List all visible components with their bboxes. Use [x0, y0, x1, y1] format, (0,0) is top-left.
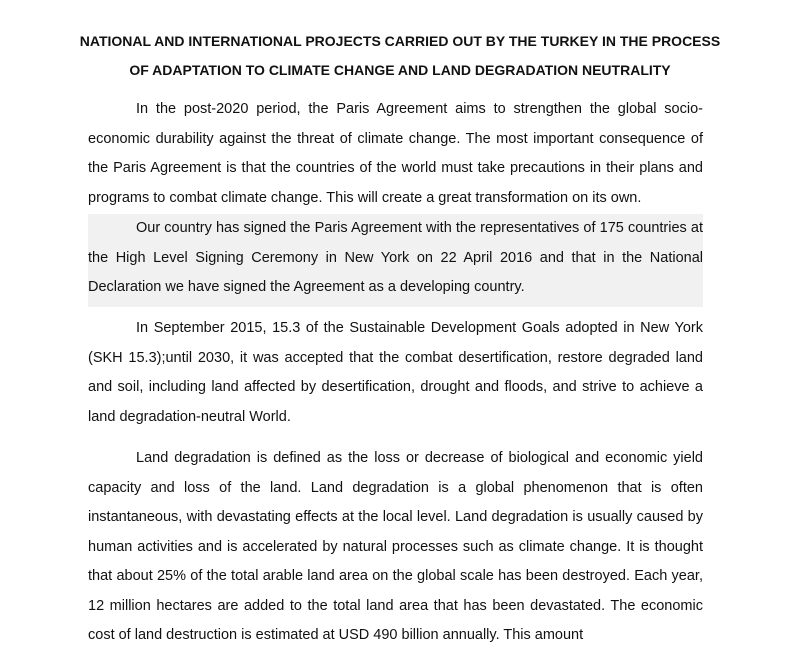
paragraph-land-degradation: Land degradation is defined as the loss or decrease of biological and economic yield capacity and loss of the land. Land degradation is a global phenomenon that is often instantaneous, with devastating effects at the local level. Land degradation is usually caused by human activities and is accelerated by natural processes such as climate change. It is thought that about 25% of the total arable land area on the global scale has been destroyed. Each year, 12 million hectares are added to the total land area that has been devastated. The economic cost of land destruction is estimated at USD 490 billion annually. This amount: [88, 450, 703, 643]
document-title-line-2: OF ADAPTATION TO CLIMATE CHANGE AND LAND DEGRADATION NEUTRALITY: [129, 62, 671, 78]
paragraph-signing-ceremony: Our country has signed the Paris Agreement with the representatives of 175 countries at the High Level Signing Ceremony in New York on 22 April 2016 and that in the National Declaration we have signed the Agreement as a developing country.: [88, 214, 703, 307]
paragraph-sustainable-development-goals: In September 2015, 15.3 of the Sustainable Development Goals adopted in New York (SKH 15.3);until 2030, it was accepted that the combat desertification, restore degraded land and soil, including land affected by desertification, drought and floods, and strive to achieve a land degradation-neutral World.: [88, 320, 703, 425]
paragraph-paris-agreement: In the post-2020 period, the Paris Agreement aims to strengthen the global socio-economic durability against the threat of climate change. The most important consequence of the Paris Agreement is that the countries of the world must take precautions in their plans and programs to combat climate change. This will create a great transformation on its own.: [88, 101, 703, 206]
document-title-line-1: NATIONAL AND INTERNATIONAL PROJECTS CARRIED OUT BY THE TURKEY IN THE PROCESS: [79, 33, 721, 49]
